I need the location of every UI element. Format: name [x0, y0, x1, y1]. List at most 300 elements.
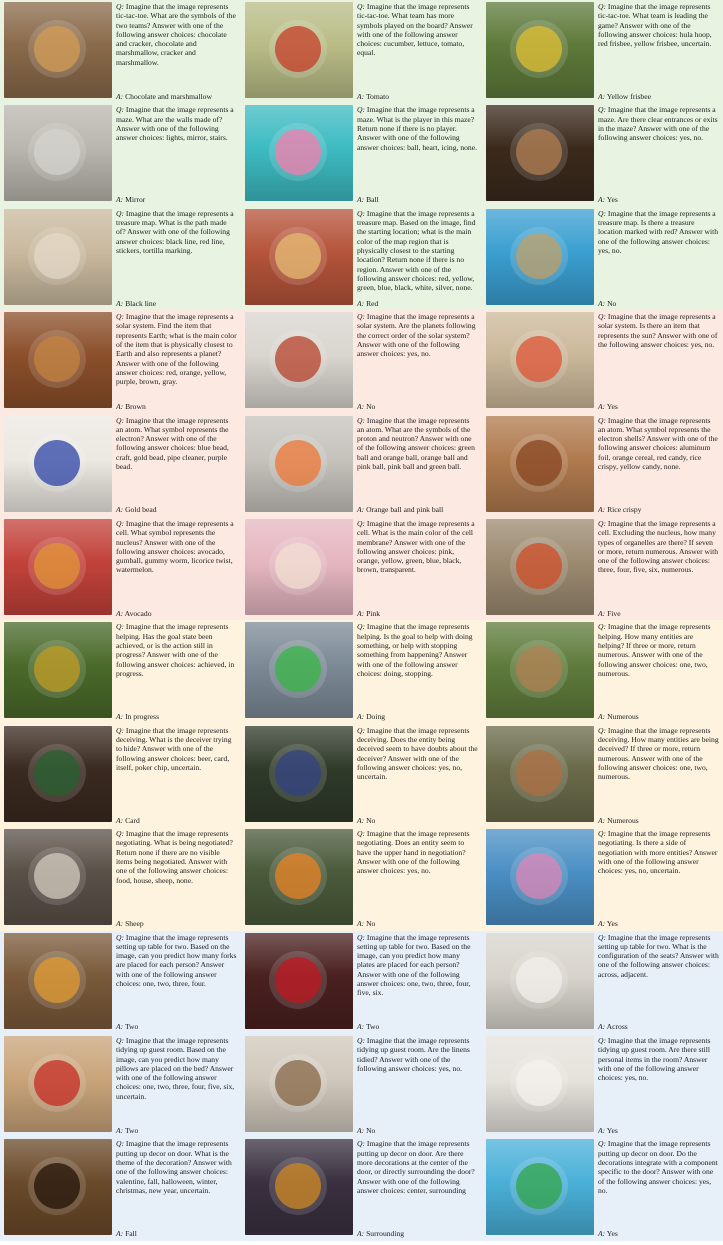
example-photo — [486, 726, 594, 822]
question-body: Imagine that the image represents a maze. What is the player in this maze? Return none if there is no player. Answer with one of the following answer choices: ball, heart, icing, none. — [357, 105, 477, 152]
question-body: Imagine that the image represents tic-tac-toe. What are the symbols of the two teams? Answer with one of the following answer choices: chocolate and cracker, chocolate and marshmallow, cracker and marshmallow. — [116, 2, 236, 67]
answer-body: No — [366, 815, 376, 825]
qa-text — [598, 1139, 719, 1238]
question-label: Q: — [598, 312, 607, 322]
question-body: Imagine that the image represents a treasure map. Based on the image, find the starting location; what is the main color of the map region that is physically closest to the starting location? Return none if there is no region. Answer with one of the following answer choices: red, yellow, green, blue, black, white, silver, none. — [357, 208, 476, 293]
answer-label: A: — [116, 505, 124, 515]
example-cell — [482, 310, 723, 413]
qa-text — [598, 829, 719, 928]
question-label: Q: — [116, 1036, 125, 1045]
qa-text — [357, 1036, 478, 1135]
qa-text — [357, 416, 478, 515]
answer-body: Chocolate and marshmallow — [125, 91, 212, 101]
answer-text — [116, 195, 145, 204]
answer-body: Rice crispy — [607, 505, 642, 515]
example-cell — [0, 931, 241, 1034]
answer-label: A: — [598, 91, 606, 101]
question-label: Q: — [598, 932, 607, 942]
example-cell — [482, 414, 723, 517]
answer-body: In progress — [125, 712, 160, 722]
answer-text — [598, 609, 621, 618]
answer-body: Red — [366, 298, 379, 308]
example-cell — [482, 620, 723, 723]
example-cell — [0, 620, 241, 723]
example-cell — [482, 827, 723, 930]
example-photo — [245, 519, 353, 615]
answer-text — [116, 402, 146, 411]
example-cell — [482, 517, 723, 620]
answer-label: A: — [357, 401, 365, 411]
example-photo — [245, 726, 353, 822]
question-text — [116, 209, 237, 255]
question-label: Q: — [598, 1139, 607, 1149]
question-label: Q: — [357, 725, 366, 735]
answer-text — [357, 92, 389, 101]
question-text — [116, 2, 237, 67]
qa-text — [116, 416, 237, 515]
qa-text — [598, 519, 719, 618]
question-label: Q: — [116, 519, 125, 528]
question-body: Imagine that the image represents a cell. What is the main color of the cell membrane? Answer with one of the following answer choices: pink, orange, yellow, green, blue, black, brown, transparent. — [357, 519, 475, 575]
question-body: Imagine that the image represents a solar system. Are the planets following the correct order of the solar system? Answer with one of the following answer choices: yes, no. — [357, 312, 476, 359]
answer-body: Fall — [125, 1229, 137, 1239]
example-cell — [241, 310, 482, 413]
answer-body: No — [607, 298, 617, 308]
example-cell — [0, 1137, 241, 1240]
qa-text — [357, 933, 478, 1032]
example-cell — [482, 931, 723, 1034]
example-cell — [241, 414, 482, 517]
question-label: Q: — [116, 2, 125, 11]
answer-body: Two — [124, 1125, 139, 1135]
example-photo — [4, 105, 112, 201]
example-photo — [4, 312, 112, 408]
answer-text — [116, 816, 140, 825]
question-body: Imagine that the image represents a solar system. Is there an item that represents the sun? Answer with one of the following answer choices: yes, no. — [598, 312, 718, 350]
question-text — [598, 829, 719, 875]
answer-label: A: — [598, 1022, 606, 1032]
example-photo — [245, 312, 353, 408]
answer-body: Pink — [366, 608, 381, 618]
qa-text — [598, 933, 719, 1032]
example-cell — [482, 1137, 723, 1240]
question-text — [357, 312, 478, 358]
qa-text — [357, 1139, 478, 1238]
answer-text — [598, 919, 618, 928]
question-body: Imagine that the image represents setting up table for two. Based on the image, can you predict how many forks are placed for each person? Answer with one of the following answer choices: one, two, three, four. — [116, 932, 237, 989]
answer-body: Numerous — [607, 712, 639, 722]
answer-label: A: — [116, 1229, 124, 1239]
answer-text — [116, 919, 144, 928]
qa-text — [598, 2, 719, 101]
answer-body: Tomato — [365, 91, 390, 101]
answer-body: Two — [365, 1022, 380, 1032]
question-body: Imagine that the image represents setting up table for two. Based on the image, can you predict how many plates are placed for each person? Answer with one of the following answer choices: one, two, three, four, five, six. — [357, 932, 471, 998]
answer-text — [357, 919, 375, 928]
question-body: Imagine that the image represents helping. Has the goal state been achieved, or is the action still in progress? Answer with one of the following answer choices: achieved, in progress. — [116, 622, 235, 678]
question-text — [357, 209, 478, 293]
answer-label: A: — [116, 401, 124, 411]
answer-text — [357, 402, 375, 411]
example-cell — [241, 103, 482, 206]
answer-text — [598, 1229, 618, 1238]
answer-label: A: — [357, 1022, 365, 1032]
question-body: Imagine that the image represents tic-tac-toe. What team is leading the game? Answer with one of the following answer choices: hula hoop, red frisbee, yellow frisbee, uncertain. — [598, 2, 712, 49]
example-cell — [241, 620, 482, 723]
example-photo — [4, 519, 112, 615]
question-text — [598, 209, 719, 255]
question-body: Imagine that the image represents negotiating. What is being negotiated? Return none if there are no visible items being negotiated. Answer with one of the following answer choices: food, house, sheep, none. — [116, 829, 233, 885]
answer-label: A: — [357, 298, 365, 308]
question-label: Q: — [598, 208, 607, 218]
example-cell — [0, 310, 241, 413]
question-text — [116, 622, 237, 678]
question-text — [116, 105, 237, 142]
question-text — [116, 726, 237, 772]
question-label: Q: — [357, 2, 366, 11]
example-photo — [245, 829, 353, 925]
answer-text — [357, 1229, 404, 1238]
qa-text — [116, 933, 237, 1032]
question-body: Imagine that the image represents a treasure map. What is the path made of? Answer with one of the following answer choices: black line, red line, stickers, tortilla marking. — [116, 208, 234, 255]
question-label: Q: — [598, 725, 607, 735]
example-photo — [486, 2, 594, 98]
answer-text — [598, 816, 639, 825]
answer-text — [116, 609, 152, 618]
example-cell — [0, 0, 241, 103]
answer-text — [116, 299, 156, 308]
answer-label: A: — [357, 195, 365, 205]
answer-body: Brown — [125, 401, 146, 411]
example-photo — [245, 209, 353, 305]
answer-label: A: — [116, 608, 124, 618]
example-photo — [486, 312, 594, 408]
question-text — [598, 622, 719, 678]
answer-body: Card — [125, 815, 140, 825]
example-photo — [486, 1139, 594, 1235]
question-text — [116, 829, 237, 885]
question-text — [598, 2, 719, 48]
example-photo — [4, 829, 112, 925]
question-text — [598, 416, 719, 472]
answer-label: A: — [598, 195, 606, 205]
qa-text — [357, 209, 478, 308]
example-cell — [0, 1034, 241, 1137]
answer-body: Two — [124, 1022, 139, 1032]
example-cell — [241, 517, 482, 620]
answer-text — [598, 1022, 628, 1031]
question-label: Q: — [357, 622, 366, 632]
answer-label: A: — [116, 1022, 124, 1032]
example-photo — [4, 726, 112, 822]
answer-body: Mirror — [125, 195, 146, 205]
example-photo — [4, 1139, 112, 1235]
question-label: Q: — [357, 829, 366, 839]
example-photo — [245, 105, 353, 201]
question-label: Q: — [357, 932, 366, 942]
answer-text — [357, 299, 378, 308]
example-cell — [482, 103, 723, 206]
qa-text — [116, 726, 237, 825]
question-text — [598, 933, 719, 979]
question-text — [116, 933, 237, 989]
example-cell — [0, 207, 241, 310]
example-cell — [0, 103, 241, 206]
answer-label: A: — [357, 505, 365, 515]
answer-label: A: — [357, 1229, 365, 1239]
answer-body: Gold bead — [125, 505, 157, 515]
example-cell — [241, 827, 482, 930]
question-body: Imagine that the image represents deceiving. What is the deceiver trying to hide? Answer with one of the following answer choices: beer, card, itself, poker chip, uncertain. — [116, 725, 232, 772]
answer-text — [598, 505, 641, 514]
qa-text — [116, 312, 237, 411]
example-cell — [241, 931, 482, 1034]
question-label: Q: — [357, 519, 366, 528]
question-body: Imagine that the image represents tic-tac-toe. What team has more symbols played on the board? Answer with one of the following answer choices: cucumber, lettuce, tomato, equal. — [357, 2, 473, 58]
question-text — [357, 2, 478, 58]
question-label: Q: — [357, 415, 366, 425]
example-photo — [4, 1036, 112, 1132]
example-cell — [0, 724, 241, 827]
answer-label: A: — [357, 608, 365, 618]
answer-label: A: — [116, 298, 124, 308]
question-body: Imagine that the image represents deceiving. How many entities are being deceived? If three or more, return numerous. Answer with one of the following answer choices: one, two, numerous. — [598, 725, 719, 782]
question-label: Q: — [116, 725, 125, 735]
question-label: Q: — [116, 312, 125, 322]
question-label: Q: — [598, 415, 607, 425]
answer-label: A: — [116, 918, 124, 928]
example-cell — [482, 724, 723, 827]
answer-text — [116, 1126, 138, 1135]
question-text — [116, 312, 237, 386]
question-label: Q: — [116, 829, 125, 839]
qa-text — [357, 312, 478, 411]
qa-text — [116, 622, 237, 721]
question-label: Q: — [357, 105, 366, 115]
answer-body: Black line — [125, 298, 157, 308]
question-body: Imagine that the image represents a maze. Are there clear entrances or exits in the maze? Answer with one of the following answer choices: yes, no. — [598, 105, 718, 143]
question-body: Imagine that the image represents a maze. What are the walls made of? Answer with one of the following answer choices: lights, mirror, stairs. — [116, 105, 234, 143]
answer-body: Yes — [606, 195, 618, 205]
qa-text — [116, 829, 237, 928]
question-text — [357, 1139, 478, 1195]
question-label: Q: — [116, 932, 125, 942]
example-photo — [4, 2, 112, 98]
example-cell — [241, 724, 482, 827]
answer-body: Doing — [366, 712, 386, 722]
answer-label: A: — [116, 1125, 124, 1135]
question-label: Q: — [116, 1139, 125, 1149]
answer-label: A: — [598, 401, 606, 411]
question-text — [598, 312, 719, 349]
question-label: Q: — [598, 105, 607, 115]
answer-label: A: — [598, 1229, 606, 1239]
answer-label: A: — [598, 712, 606, 722]
answer-body: Surrounding — [366, 1229, 405, 1239]
example-cell — [241, 1137, 482, 1240]
answer-text — [116, 1022, 138, 1031]
answer-body: Yellow frisbee — [606, 91, 651, 101]
example-photo — [4, 933, 112, 1029]
question-label: Q: — [357, 1139, 366, 1149]
qa-text — [357, 519, 478, 618]
answer-text — [598, 195, 618, 204]
answer-body: Ball — [366, 195, 379, 205]
question-body: Imagine that the image represents tidying up guest room. Are the linens tidied? Answer with one of the following answer choices: yes, no. — [357, 1036, 470, 1073]
question-body: Imagine that the image represents an atom. What symbol represents the electron shells? Answer with one of the following answer choices: aluminum foil, orange cereal, red candy, rice crispy, yellow candy, none. — [598, 415, 718, 472]
answer-text — [357, 712, 385, 721]
question-text — [357, 519, 478, 575]
example-photo — [245, 416, 353, 512]
question-text — [357, 829, 478, 875]
answer-body: Yes — [606, 1229, 618, 1239]
question-label: Q: — [116, 415, 125, 425]
question-body: Imagine that the image represents an atom. What symbol represents the electron? Answer with one of the following answer choices: blue bead, craft, gold bead, pipe cleaner, purple bead. — [116, 415, 229, 472]
question-body: Imagine that the image represents putting up decor on door. What is the theme of the decoration? Answer with one of the following answer choices: valentine, fall, halloween, winter, christmas, new year, uncertain. — [116, 1139, 232, 1195]
qa-text — [598, 209, 719, 308]
example-photo — [245, 933, 353, 1029]
example-cell — [241, 207, 482, 310]
question-body: Imagine that the image represents tidying up guest room. Based on the image, can you predict how many pillows are placed on the bed? Answer with one of the following answer choices: one, two, three, four, five, six, uncertain. — [116, 1036, 235, 1101]
question-body: Imagine that the image represents negotiating. Does an entity seem to have the upper hand in negotiation? Answer with one of the following answer choices: yes, no. — [357, 829, 470, 876]
question-text — [598, 519, 719, 575]
qa-text — [357, 105, 478, 204]
question-label: Q: — [357, 1036, 366, 1045]
qa-text — [116, 1036, 237, 1135]
qa-text — [116, 209, 237, 308]
answer-body: Avocado — [124, 608, 152, 618]
example-cell — [482, 207, 723, 310]
qa-text — [116, 105, 237, 204]
answer-body: Five — [607, 608, 621, 618]
example-photo — [486, 622, 594, 718]
answer-text — [598, 92, 651, 101]
example-photo — [245, 2, 353, 98]
example-cell — [482, 1034, 723, 1137]
question-text — [116, 1139, 237, 1195]
question-text — [357, 416, 478, 472]
question-label: Q: — [598, 2, 607, 11]
question-label: Q: — [357, 312, 366, 322]
example-cell — [0, 414, 241, 517]
example-photo — [245, 1139, 353, 1235]
question-text — [357, 726, 478, 782]
question-text — [116, 1036, 237, 1101]
example-photo — [486, 933, 594, 1029]
answer-label: A: — [116, 91, 124, 101]
example-cell — [241, 1034, 482, 1137]
qa-text — [116, 1139, 237, 1238]
question-label: Q: — [116, 622, 125, 632]
question-body: Imagine that the image represents a solar system. Find the item that represents Earth; what is the main color of the item that is physically closest to Earth and also represents a planet? Answer with one of the following answer choices: red, orange, yellow, purple, brown, gray. — [116, 312, 237, 387]
answer-label: A: — [357, 712, 365, 722]
answer-body: No — [366, 1125, 376, 1135]
example-photo — [486, 105, 594, 201]
answer-body: Yes — [606, 401, 618, 411]
question-label: Q: — [598, 1036, 607, 1045]
answer-label: A: — [598, 505, 606, 515]
answer-text — [598, 402, 618, 411]
example-cell — [0, 827, 241, 930]
example-cell — [241, 0, 482, 103]
qa-text — [116, 519, 237, 618]
qa-text — [598, 726, 719, 825]
question-body: Imagine that the image represents deceiving. Does the entity being deceived seem to have doubts about the deceiver? Answer with one of the following answer choices: yes, no, uncertain. — [357, 725, 478, 782]
example-photo — [4, 209, 112, 305]
qa-text — [598, 622, 719, 721]
example-photo — [486, 416, 594, 512]
example-photo — [245, 1036, 353, 1132]
answer-label: A: — [357, 1125, 365, 1135]
answer-label: A: — [116, 195, 124, 205]
qa-text — [357, 622, 478, 721]
answer-text — [357, 609, 380, 618]
example-photo — [486, 1036, 594, 1132]
answer-text — [116, 505, 157, 514]
answer-body: Sheep — [125, 918, 144, 928]
question-body: Imagine that the image represents putting up decor on door. Are there more decorations at the center of the door, or directly surrounding the door? Answer with one of the following answer choices: center, surrounding — [357, 1139, 475, 1195]
example-photo — [486, 209, 594, 305]
qa-text — [357, 726, 478, 825]
question-text — [116, 416, 237, 472]
answer-body: No — [366, 918, 376, 928]
question-label: Q: — [598, 829, 607, 839]
answer-body: Numerous — [607, 815, 639, 825]
question-text — [598, 726, 719, 782]
answer-body: Across — [606, 1022, 628, 1032]
question-text — [357, 933, 478, 998]
question-body: Imagine that the image represents helping. How many entities are helping? If three or more, return numerous. Answer with one of the following answer choices: one, two, numerous. — [598, 622, 711, 678]
qa-text — [357, 829, 478, 928]
answer-label: A: — [357, 91, 365, 101]
example-photo — [4, 416, 112, 512]
question-body: Imagine that the image represents a cell. What symbol represents the nucleus? Answer with one of the following answer choices: avocado, gumball, gummy worm, licorice twist, watermelon. — [116, 519, 234, 575]
qa-text — [116, 2, 237, 101]
answer-text — [357, 1022, 379, 1031]
question-body: Imagine that the image represents tidying up guest room. Are there still personal items in the room? Answer with one of the following answer choices: yes, no. — [598, 1036, 711, 1083]
answer-text — [357, 816, 375, 825]
question-text — [598, 105, 719, 142]
qa-text — [598, 105, 719, 204]
answer-body: Yes — [606, 918, 618, 928]
question-body: Imagine that the image represents a treasure map. Is there a treasure location marked with red? Answer with one of the following answer choices: yes, no. — [598, 208, 718, 255]
answer-body: No — [366, 401, 376, 411]
answer-label: A: — [598, 298, 606, 308]
answer-label: A: — [598, 815, 606, 825]
question-label: Q: — [116, 208, 125, 218]
answer-text — [357, 195, 379, 204]
example-photo — [486, 519, 594, 615]
example-photo — [245, 622, 353, 718]
answer-label: A: — [357, 918, 365, 928]
question-text — [116, 519, 237, 575]
answer-text — [116, 712, 159, 721]
answer-text — [357, 1126, 375, 1135]
example-photo — [4, 622, 112, 718]
qa-text — [357, 2, 478, 101]
example-cell — [482, 0, 723, 103]
question-label: Q: — [357, 208, 366, 218]
answer-label: A: — [598, 918, 606, 928]
answer-label: A: — [116, 815, 124, 825]
example-cell — [0, 517, 241, 620]
answer-label: A: — [598, 1125, 606, 1135]
answer-label: A: — [357, 815, 365, 825]
answer-text — [598, 712, 639, 721]
question-label: Q: — [598, 622, 607, 632]
question-text — [357, 622, 478, 678]
question-text — [598, 1036, 719, 1082]
